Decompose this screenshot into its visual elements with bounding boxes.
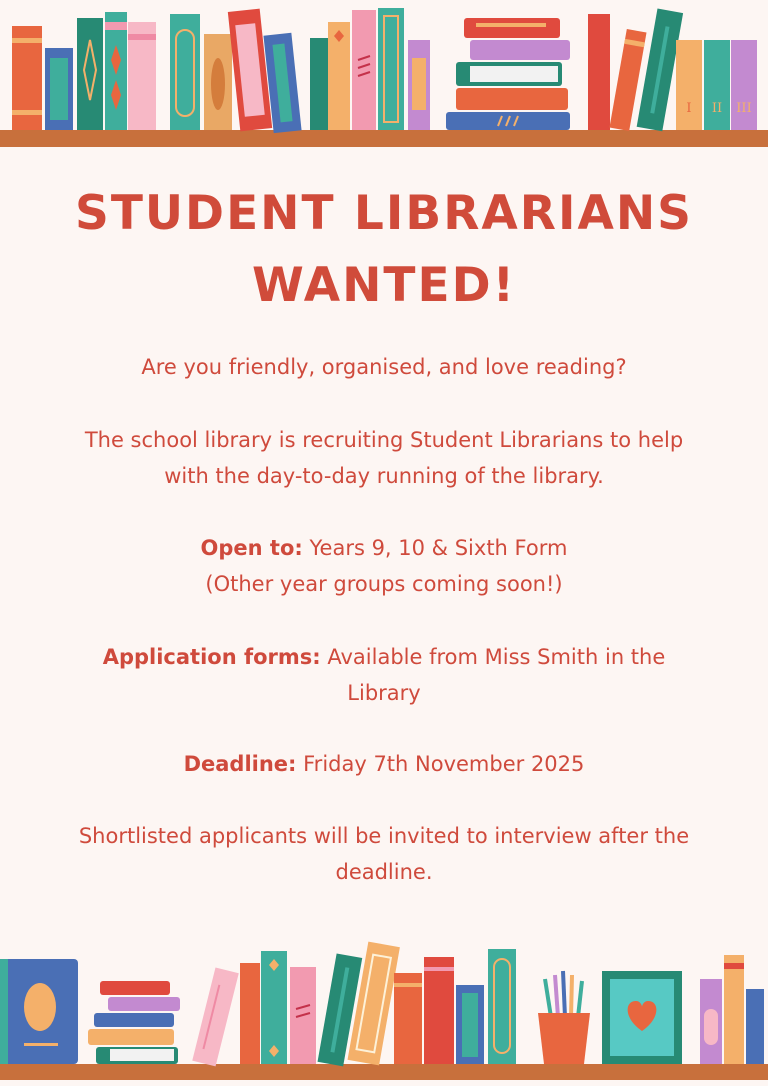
book-icon	[105, 12, 127, 130]
book-icon	[676, 40, 702, 130]
book-icon	[394, 973, 422, 1064]
deadline-paragraph	[40, 746, 728, 782]
intro-question-text: Are you friendly, organised, and love reading?	[141, 355, 627, 379]
shelf-board	[0, 130, 768, 147]
bottom-bookshelf-illustration	[0, 935, 768, 1086]
book-icon	[588, 14, 610, 130]
book-icon	[240, 963, 260, 1064]
book-icon	[746, 989, 764, 1064]
shortlist-line-2: deadline.	[335, 860, 433, 884]
poster-title	[0, 178, 768, 322]
recruit-line-1: The school library is recruiting Student Librarians to help	[84, 428, 684, 452]
application-value: Available from Miss Smith in the	[320, 645, 666, 669]
book-icon	[310, 38, 328, 130]
book-icon	[0, 959, 78, 1064]
framed-heart-icon	[602, 971, 682, 1064]
book-icon	[352, 10, 376, 130]
top-bookshelf-illustration	[0, 0, 768, 150]
book-stack-icon	[446, 18, 570, 130]
book-icon	[290, 967, 316, 1064]
deadline-label: Deadline:	[183, 752, 297, 776]
book-icon	[408, 40, 430, 130]
deadline-line	[40, 746, 728, 782]
book-icon	[456, 985, 484, 1064]
shelf-board	[0, 1064, 768, 1080]
shortlist-line-1: Shortlisted applicants will be invited to interview after the	[78, 824, 690, 848]
recruit-paragraph	[40, 422, 728, 494]
shortlist-paragraph	[40, 818, 728, 890]
volume-numeral-3: III	[736, 101, 752, 116]
book-icon	[731, 40, 757, 130]
book-icon	[228, 9, 272, 132]
book-icon	[261, 951, 287, 1064]
book-stack-icon	[88, 981, 180, 1064]
book-icon	[128, 22, 156, 130]
book-icon	[704, 40, 730, 130]
book-icon	[170, 14, 200, 130]
book-icon	[12, 26, 42, 130]
book-icon	[724, 955, 744, 1064]
book-icon	[77, 18, 103, 130]
deadline-value: Friday 7th November 2025	[296, 752, 585, 776]
title-line-2: WANTED!	[251, 258, 517, 313]
volume-numeral-2: II	[711, 101, 723, 116]
open-to-line	[40, 530, 728, 566]
open-to-label: Open to:	[200, 536, 303, 560]
application-value-line-2: Library	[347, 681, 421, 705]
title-line-1: STUDENT LIBRARIANS	[74, 186, 693, 241]
recruit-line-2: with the day-to-day running of the library.	[164, 464, 604, 488]
book-icon	[424, 957, 454, 1064]
volume-numeral-1: I	[686, 101, 692, 116]
book-icon	[378, 8, 404, 130]
book-icon	[488, 949, 516, 1064]
book-icon	[700, 979, 722, 1064]
open-to-paragraph	[40, 530, 728, 602]
book-icon	[192, 967, 239, 1066]
intro-question	[40, 349, 728, 385]
pencil-cup-icon	[538, 971, 590, 1064]
book-icon	[45, 48, 73, 130]
application-line	[40, 639, 728, 675]
book-icon	[328, 22, 350, 130]
application-label: Application forms:	[102, 645, 321, 669]
book-icon	[204, 34, 232, 130]
open-to-value: Years 9, 10 & Sixth Form	[302, 536, 568, 560]
open-to-note: (Other year groups coming soon!)	[205, 572, 563, 596]
application-forms-paragraph	[40, 639, 728, 711]
